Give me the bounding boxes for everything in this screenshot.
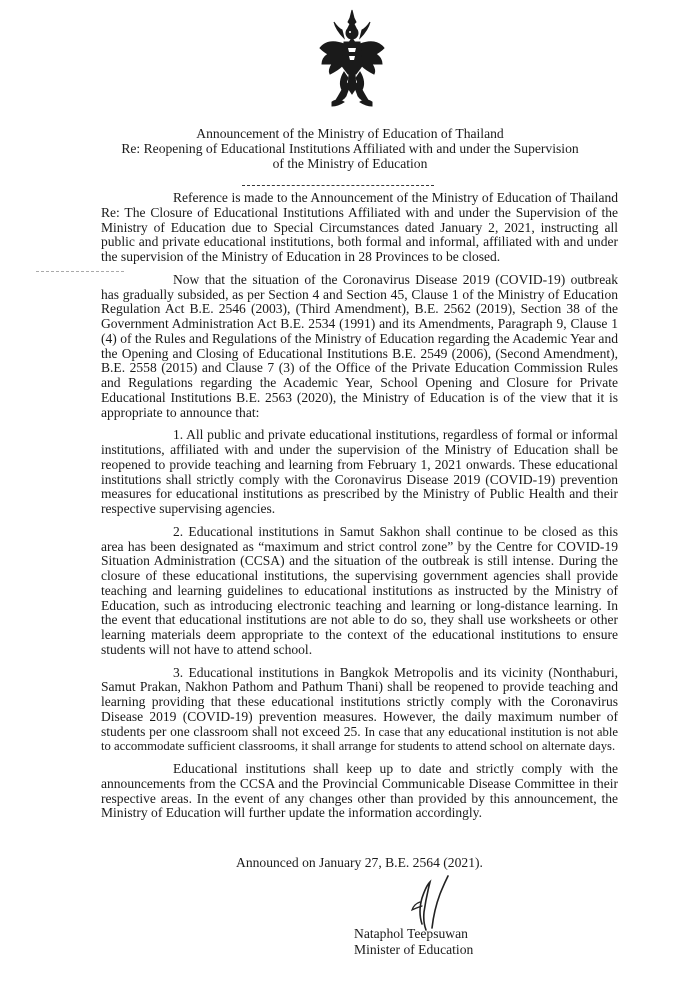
heading-title: Announcement of the Ministry of Education of Thailand	[196, 126, 504, 141]
signatory-block	[354, 926, 473, 958]
signature-icon	[392, 872, 462, 934]
item-3-text: 3. Educational institutions in Bangkok Metropolis and its vicinity (Nonthaburi, Samut Prakan, Nakhon Pathom and Pathum Thani) shall be reopened to provide teaching and learning providing that these educational institutions strictly comply with the Coronavirus Disease 2019 (COVID-19) prevention measures. However, the daily maximum number of students per one classroom shall not exceed 25.	[101, 664, 618, 739]
announcement-date: Announced on January 27, B.E. 2564 (2021).	[236, 855, 483, 870]
paragraph-closing: Educational institutions shall keep up to date and strictly comply with the announcements from the CCSA and the Provincial Communicable Disease Committee in their respective areas. In the event of any changes other than provided by this announcement, the Ministry of Education will further update the information accordingly.	[101, 761, 618, 821]
signer-title: Minister of Education	[354, 942, 474, 957]
heading-subject: Re: Reopening of Educational Institutions Affiliated with and under the Supervision	[121, 141, 579, 156]
heading-separator	[242, 185, 434, 186]
item-2-samut-sakhon: 2. Educational institutions in Samut Sakhon shall continue to be closed as this area has been designated as “maximum and strict control zone” by the Centre for COVID-19 Situation Administration (CCSA) and the situation of the outbreak is still intense. During the closure of these educational institutions, the supervising government agencies shall provide teaching and learning guidelines to educational institutions as instructed by the Ministry of Education, such as introducing electronic teaching and learning or long-distance learning. In the event that educational institutions are not able to do so, they shall use worksheets or other learning materials deem appropriate to the context of the educational institutions to ensure students will not have to attend school.	[101, 523, 618, 657]
signer-name: Nataphol Teepsuwan	[354, 926, 468, 941]
garuda-emblem-icon	[318, 8, 386, 108]
announcement-body	[101, 191, 618, 829]
heading-subject-continued: of the Ministry of Education	[272, 156, 428, 171]
announcement-heading	[0, 126, 700, 171]
item-3-bangkok	[101, 666, 618, 755]
item-3-tail: In case that any educational institution is not able to accommodate sufficient classrooms, it shall arrange for students to attend school on alternate days.	[101, 724, 619, 754]
item-1-reopening: 1. All public and private educational institutions, regardless of formal or informal institutions, affiliated with and under the supervision of the Ministry of Education shall be reopened to provide teaching and learning from February 1, 2021 onwards. These educational institutions shall strictly comply with the Coronavirus Disease 2019 (COVID-19) prevention measures for educational institutions as prescribed by the Ministry of Public Health and their respective supervising agencies.	[101, 427, 618, 516]
paragraph-legal-basis: Now that the situation of the Coronavirus Disease 2019 (COVID-19) outbreak has gradually subsided, as per Section 4 and Section 45, Clause 1 of the Ministry of Education Regulation Act B.E. 2546 (2003), (Third Amendment), B.E. 2562 (2019), Section 38 of the Government Administration Act B.E. 2534 (1991) and its Amendments, Paragraph 9, Clause 1 (4) of the Rules and Regulations of the Ministry of Education regarding the Academic Year and the Opening and Closing of Educational Institutions B.E. 2549 (2006), (Second Amendment), B.E. 2558 (2015) and Clause 7 (3) of the Office of the Private Education Commission Rules and Regulations regarding the Academic Year, School Opening and Closure for Private Educational Institutions B.E. 2563 (2020), the Ministry of Education is of the view that it is appropriate to announce that:	[101, 271, 618, 420]
paragraph-reference: Reference is made to the Announcement of the Ministry of Education of Thailand Re: The Closure of Educational Institutions Affiliated with and under the Supervision of the Ministry of Education due to Special Circumstances dated January 2, 2021, instructing all public and private educational institutions, both formal and informal, affiliated with and under the supervision of the Ministry of Education in 28 Provinces to be closed.	[101, 190, 618, 264]
